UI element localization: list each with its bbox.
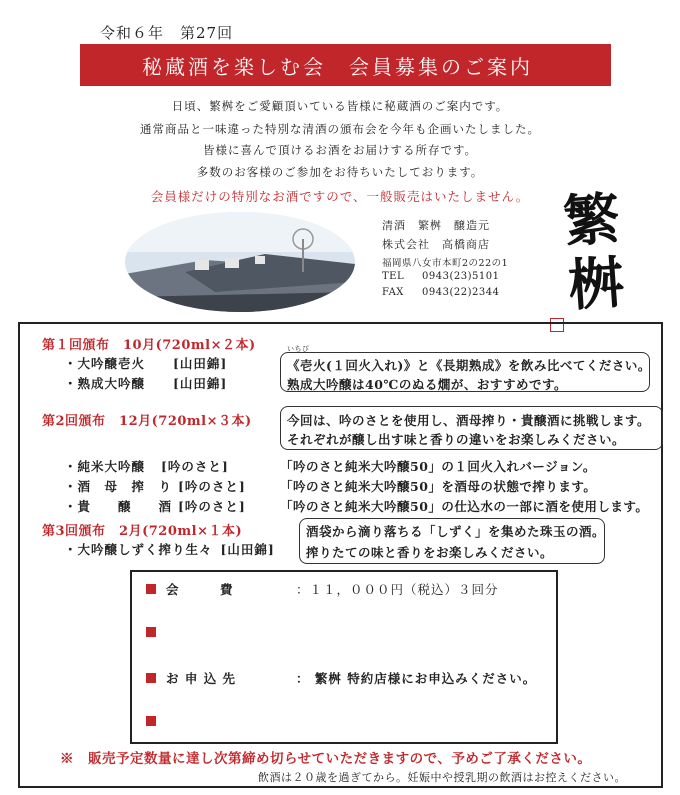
bullet-square: [146, 584, 156, 594]
tel-number: 0943(23)5101: [422, 271, 500, 282]
address: 福岡県八女市本町2の22の1: [382, 258, 509, 269]
round2-item-desc: 「吟のさと純米大吟醸50」の仕込水の一部に酒を使用します。: [280, 499, 649, 514]
round1-note: 《壱火(１回火入れ)》と《長期熟成》を飲み比べてください。: [287, 358, 651, 373]
tel-label: TEL: [382, 271, 405, 282]
item-name: ・貴 醸 酒: [64, 499, 173, 514]
round2-item: [64, 477, 246, 495]
rice-tag: [山田錦]: [173, 356, 228, 371]
rice-tag: [吟のさと]: [178, 499, 246, 514]
apply-value: ： 繁桝 特約店様にお申込みください。: [296, 671, 537, 686]
deadline-warning: ※ 販売予定数量に達し次第締め切らせていただきますので、予めご了承ください。: [60, 751, 592, 767]
item-name: ・大吟醸しずく搾り生々: [64, 542, 213, 557]
intro-line: 皆様に喜んで頂けるお酒をお届けする所存です。: [202, 143, 478, 157]
fax-label: FAX: [382, 287, 404, 298]
intro-line: 通常商品と一味違った特別な清酒の頒布会を今年も企画いたしました。: [140, 122, 540, 136]
item-name: ・純米大吟醸: [64, 459, 146, 474]
item-name: ・熟成大吟醸: [64, 376, 146, 391]
intro-line: 日頃、繁桝をご愛顧頂いている皆様に秘蔵酒のご案内です。: [171, 99, 509, 113]
round2-item-desc: 「吟のさと純米大吟醸50」の１回火入れバージョン。: [280, 459, 596, 474]
rice-tag: [山田錦]: [173, 376, 228, 391]
round1-note: 熟成大吟醸は40℃のぬる燗が、おすすめです。: [287, 377, 567, 392]
round2-item: [64, 457, 229, 475]
item-name: ・大吟醸壱火: [64, 356, 146, 371]
round2-item-desc: 「吟のさと純米大吟醸50」を酒母の状態で搾ります。: [280, 479, 597, 494]
round1-item: [64, 374, 227, 392]
round3-note: 酒袋から滴り落ちる「しずく」を集めた珠玉の酒。: [306, 524, 606, 539]
bullet-square: [146, 627, 156, 637]
fax-line: [382, 287, 508, 303]
year-round: 令和６年 第27回: [100, 24, 234, 42]
tel-line: [382, 271, 508, 287]
round1-item: [64, 354, 227, 372]
rice-tag: [吟のさと]: [161, 459, 229, 474]
round3-note: 搾りたての味と香りをお楽しみください。: [306, 545, 554, 560]
round2-heading: 第2回頒布 12月(720ml×３本): [42, 414, 252, 429]
round3-item: [64, 540, 275, 558]
brand-calligraphy: 繁桝: [561, 185, 627, 320]
round1-heading: 第１回頒布 10月(720ml×２本): [42, 338, 256, 353]
bullet-square: [146, 716, 156, 726]
banner-title: 秘蔵酒を楽しむ会 会員募集のご案内: [80, 44, 611, 86]
round2-note: 今回は、吟のさとを使用し、酒母搾り・貴醸酒に挑戦します。: [287, 413, 651, 428]
brewery-photo: [125, 212, 355, 312]
drinking-notice: 飲酒は２０歳を過ぎてから。妊娠中や授乳期の飲酒はお控えください。: [258, 771, 626, 784]
rice-tag: [吟のさと]: [178, 479, 246, 494]
bullet-square: [146, 673, 156, 683]
round2-note: それぞれが醸し出す味と香りの違いをお楽しみください。: [287, 432, 626, 447]
fax-number: 0943(22)2344: [422, 287, 500, 298]
round3-heading: 第3回頒布 2月(720ml×１本): [42, 524, 243, 539]
brewer-info: [382, 217, 508, 303]
fee-label: 会 費: [166, 582, 234, 597]
rice-tag: [山田錦]: [220, 542, 275, 557]
ruby-text: いちび: [287, 345, 310, 353]
round2-item: [64, 497, 246, 515]
fee-value: ：１１，０００円（税込）３回分: [296, 582, 499, 597]
member-only-notice: 会員様だけの特別なお酒ですので、一般販売はいたしません。: [150, 189, 530, 204]
intro-line: 多数のお客様のご参加をお待ちいたしております。: [196, 165, 484, 179]
brewer-line: 清酒 繁桝 醸造元: [382, 219, 490, 232]
company-name: 株式会社 高橋商店: [382, 238, 490, 251]
apply-label: お 申 込 先: [166, 671, 237, 686]
item-name: ・酒 母 搾 り: [64, 479, 173, 494]
